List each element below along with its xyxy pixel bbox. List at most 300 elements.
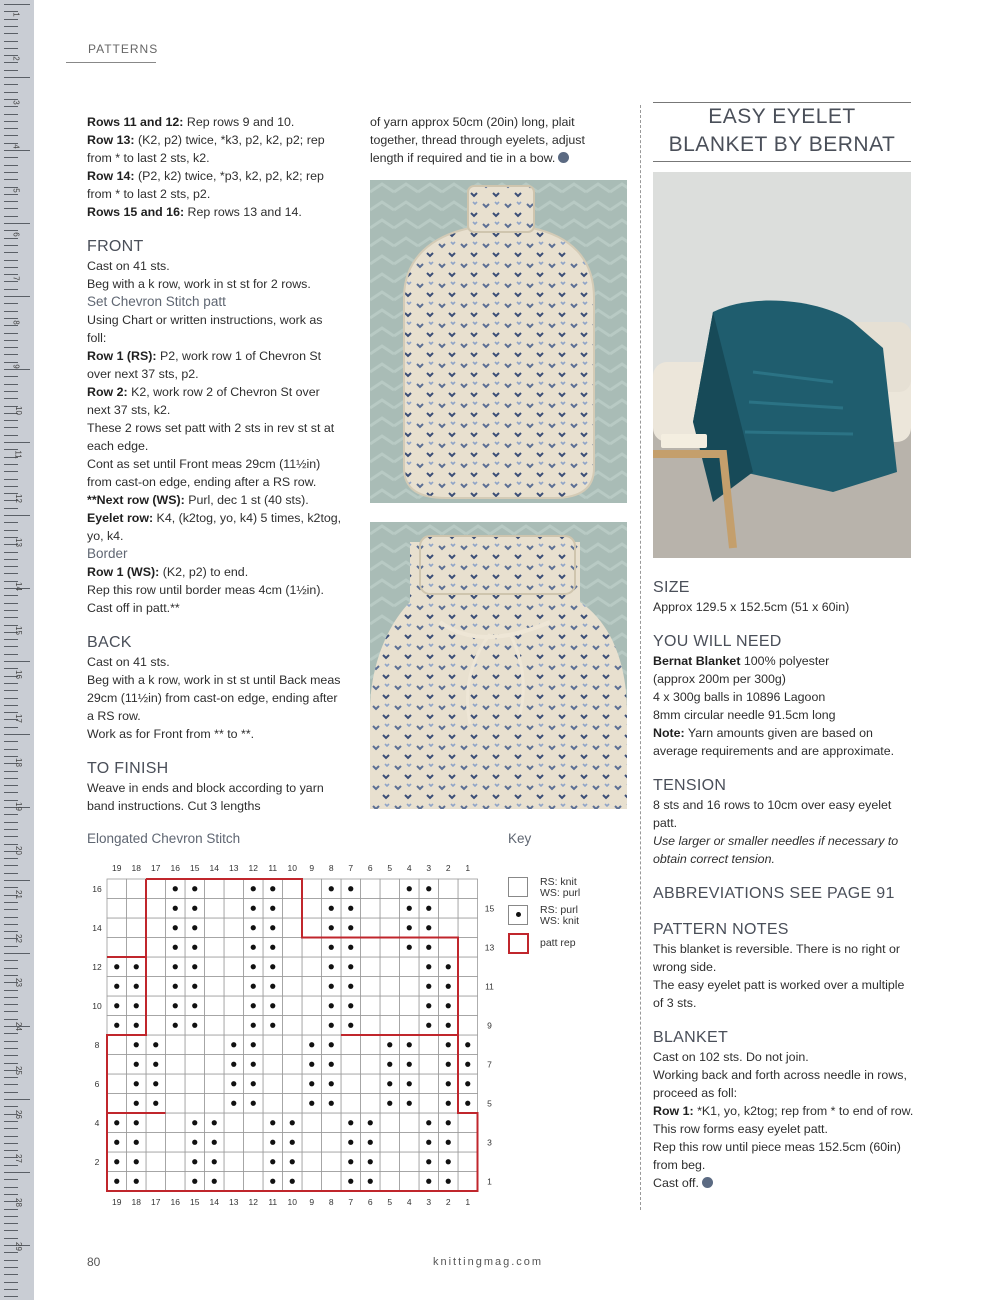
hot-water-bottle-photo <box>370 180 627 503</box>
ruler-tick <box>4 267 18 268</box>
ruler-label: 28 <box>13 1198 23 1207</box>
chart-cell <box>146 918 166 938</box>
ruler-tick <box>4 1055 18 1056</box>
ruler-tick <box>4 1099 30 1100</box>
chart-cell <box>107 1055 127 1075</box>
chart-cell <box>341 1094 361 1114</box>
ruler-tick <box>4 77 30 78</box>
chevron-chart <box>80 855 500 1215</box>
chart-col-label-top: 1 <box>465 863 471 873</box>
chart-row-label-right: 7 <box>487 1059 492 1070</box>
purl-stitch-dot <box>134 1081 139 1086</box>
chart-cell <box>380 879 400 899</box>
purl-stitch-dot <box>348 1120 353 1125</box>
chart-col-label-top: 7 <box>348 863 354 873</box>
ruler-tick <box>4 165 18 166</box>
need-2: (approx 200m per 300g) <box>653 672 786 686</box>
purl-stitch-dot <box>426 984 431 989</box>
chart-cell <box>302 1016 322 1036</box>
purl-stitch-dot <box>446 1003 451 1008</box>
purl-stitch-dot <box>270 1159 275 1164</box>
ruler-tick <box>4 698 18 699</box>
chart-cell <box>166 1113 186 1133</box>
ruler-label: 1 <box>11 12 21 17</box>
key-purl-swatch <box>508 905 528 925</box>
ruler-tick <box>4 749 18 750</box>
key-rep-swatch <box>508 933 529 954</box>
need-3: 4 x 300g balls in 10896 Lagoon <box>653 690 826 704</box>
purl-stitch-dot <box>231 1042 236 1047</box>
chart-cell <box>146 899 166 919</box>
chart-cell <box>166 1094 186 1114</box>
page-ruler <box>0 0 52 1300</box>
ruler-tick <box>4 325 18 326</box>
chart-cell <box>302 918 322 938</box>
chart-row-label-left: 16 <box>92 883 102 894</box>
ruler-tick <box>4 997 18 998</box>
purl-stitch-dot <box>270 1140 275 1145</box>
purl-stitch-dot <box>192 1159 197 1164</box>
purl-stitch-dot <box>114 1023 119 1028</box>
purl-stitch-dot <box>173 906 178 911</box>
purl-stitch-dot <box>114 1003 119 1008</box>
chart-cell <box>205 996 225 1016</box>
chart-cell <box>224 977 244 997</box>
purl-stitch-dot <box>348 964 353 969</box>
ruler-tick <box>4 1121 18 1122</box>
chart-cell <box>322 1152 342 1172</box>
ruler-tick <box>4 559 18 560</box>
ruler-tick <box>4 1267 18 1268</box>
ruler-tick <box>4 946 18 947</box>
purl-stitch-dot <box>446 1062 451 1067</box>
chart-cell <box>146 1133 166 1153</box>
purl-stitch-dot <box>173 945 178 950</box>
ruler-tick <box>4 654 18 655</box>
chart-cell <box>361 1035 381 1055</box>
ruler-tick <box>4 1041 18 1042</box>
purl-stitch-dot <box>407 1081 412 1086</box>
chart-cell <box>458 996 478 1016</box>
ruler-tick <box>4 1194 18 1195</box>
back-text-3: Work as for Front from ** to **. <box>87 727 255 741</box>
purl-stitch-dot <box>309 1101 314 1106</box>
purl-stitch-dot <box>134 984 139 989</box>
chart-cell <box>205 1055 225 1075</box>
tension-2: Use larger or smaller needles if necessary to obtain correct tension. <box>653 834 899 866</box>
chart-cell <box>127 899 147 919</box>
pattern-row-text: Rep rows 13 and 14. <box>184 205 302 219</box>
chart-cell <box>400 1152 420 1172</box>
ruler-tick <box>4 274 18 275</box>
ruler-label: 7 <box>11 276 21 281</box>
chart-cell <box>224 879 244 899</box>
purl-stitch-dot <box>134 1003 139 1008</box>
purl-stitch-dot <box>426 1140 431 1145</box>
purl-stitch-dot <box>134 1023 139 1028</box>
chart-col-label-top: 18 <box>131 863 141 873</box>
chart-cell <box>107 918 127 938</box>
purl-stitch-dot <box>270 906 275 911</box>
purl-stitch-dot <box>270 1120 275 1125</box>
purl-stitch-dot <box>153 1062 158 1067</box>
chart-cell <box>458 1113 478 1133</box>
ruler-tick <box>4 1179 18 1180</box>
chart-row-label-left: 4 <box>94 1117 100 1128</box>
border-row-1: Row 1 (WS): (K2, p2) to end. <box>87 565 249 579</box>
blanket-photo <box>653 172 911 558</box>
chart-cell <box>400 1133 420 1153</box>
ruler-tick <box>4 603 18 604</box>
chart-col-label-bottom: 9 <box>309 1197 315 1207</box>
purl-stitch-dot <box>290 1140 295 1145</box>
chart-cell <box>107 1074 127 1094</box>
pattern-row-text: (P2, k2) twice, *p3, k2, p2, k2; rep from * to last 2 sts, p2. <box>87 169 324 201</box>
chart-cell <box>380 957 400 977</box>
chart-cell <box>166 1133 186 1153</box>
purl-stitch-dot <box>465 1081 470 1086</box>
purl-stitch-dot <box>251 906 256 911</box>
chart-col-label-bottom: 2 <box>445 1197 451 1207</box>
purl-stitch-dot <box>192 1120 197 1125</box>
chart-cell <box>302 879 322 899</box>
ruler-label: 24 <box>13 1022 23 1031</box>
ruler-tick <box>4 1274 18 1275</box>
ruler-label: 10 <box>13 406 23 415</box>
chart-cell <box>302 1172 322 1192</box>
chart-cell <box>439 938 459 958</box>
border-text-2: Rep this row until border meas 4cm (1½in). Cast off in patt.** <box>87 583 324 615</box>
ruler-tick <box>4 1289 18 1290</box>
chart-cell <box>146 1172 166 1192</box>
ruler-label: 13 <box>13 538 23 547</box>
purl-stitch-dot <box>270 1023 275 1028</box>
chart-cell <box>341 1055 361 1075</box>
purl-stitch-dot <box>426 886 431 891</box>
chart-cell <box>302 938 322 958</box>
ruler-tick <box>4 1092 18 1093</box>
purl-stitch-dot <box>426 1003 431 1008</box>
chart-cell <box>205 899 225 919</box>
ruler-tick <box>4 369 30 370</box>
purl-stitch-dot <box>192 945 197 950</box>
chart-cell <box>439 918 459 938</box>
ruler-tick <box>4 1296 18 1297</box>
chart-cell <box>341 1035 361 1055</box>
chart-cell <box>205 879 225 899</box>
purl-stitch-dot <box>134 1101 139 1106</box>
chart-row-label-left: 8 <box>94 1039 100 1050</box>
purl-stitch-dot <box>173 1003 178 1008</box>
purl-stitch-dot <box>309 1062 314 1067</box>
chart-cell <box>107 879 127 899</box>
chart-col-label-top: 6 <box>367 863 373 873</box>
chart-cell <box>205 957 225 977</box>
purl-stitch-dot <box>192 984 197 989</box>
chart-col-label-bottom: 18 <box>131 1197 141 1207</box>
ruler-tick <box>4 33 18 34</box>
need-4: 8mm circular needle 91.5cm long <box>653 708 836 722</box>
chart-row-label-right: 5 <box>487 1098 492 1109</box>
purl-stitch-dot <box>407 1101 412 1106</box>
purl-stitch-dot <box>465 1101 470 1106</box>
chart-cell <box>185 1055 205 1075</box>
purl-stitch-dot <box>212 1140 217 1145</box>
need-heading: YOU WILL NEED <box>653 633 782 650</box>
purl-stitch-dot <box>407 886 412 891</box>
ruler-tick <box>4 128 18 129</box>
chart-col-label-top: 13 <box>229 863 239 873</box>
chart-col-label-bottom: 15 <box>190 1197 200 1207</box>
ruler-tick <box>4 975 18 976</box>
ruler-strip <box>34 0 52 1300</box>
chart-cell <box>302 1113 322 1133</box>
chart-cell <box>439 899 459 919</box>
chart-cell <box>263 1094 283 1114</box>
rows-block <box>87 113 345 221</box>
purl-stitch-dot <box>329 1023 334 1028</box>
chart-cell <box>166 1055 186 1075</box>
purl-stitch-dot <box>426 964 431 969</box>
back-text-2: Beg with a k row, work in st st until Back meas 29cm (11½in) from cast-on edge, ending after a RS row. <box>87 673 341 723</box>
chart-cell <box>224 899 244 919</box>
chart-cell <box>283 938 303 958</box>
ruler-tick <box>4 347 18 348</box>
pattern-row-text: (K2, p2) twice, *k3, p2, k2, p2; rep from * to last 2 sts, k2. <box>87 133 325 165</box>
chart-cell <box>146 977 166 997</box>
ruler-label: 27 <box>13 1154 23 1163</box>
purl-stitch-dot <box>348 906 353 911</box>
ruler-label: 9 <box>11 364 21 369</box>
purl-stitch-dot <box>114 1120 119 1125</box>
ruler-tick <box>4 238 18 239</box>
ruler-tick <box>4 785 18 786</box>
chart-cell <box>283 977 303 997</box>
chart-cell <box>302 899 322 919</box>
chart-cell <box>400 1113 420 1133</box>
section-rule <box>66 62 156 63</box>
purl-stitch-dot <box>348 1159 353 1164</box>
purl-stitch-dot <box>173 1023 178 1028</box>
ruler-tick <box>4 1143 18 1144</box>
chart-col-label-top: 14 <box>209 863 219 873</box>
ruler-tick <box>4 792 18 793</box>
ruler-tick <box>4 1238 18 1239</box>
title-line-2: BLANKET BY BERNAT <box>668 133 896 156</box>
chart-cell <box>146 879 166 899</box>
chart-cell <box>361 1094 381 1114</box>
chart-col-label-top: 12 <box>248 863 258 873</box>
chart-cell <box>302 1133 322 1153</box>
ruler-label: 4 <box>11 144 21 149</box>
chart-row-label-right: 3 <box>487 1137 492 1148</box>
ruler-tick <box>4 4 30 5</box>
ruler-label: 5 <box>11 188 21 193</box>
ruler-label: 11 <box>13 450 23 459</box>
ruler-tick <box>4 92 18 93</box>
chart-cell <box>322 1172 342 1192</box>
ruler-tick <box>4 26 18 27</box>
key-knit-swatch <box>508 877 528 897</box>
purl-stitch-dot <box>387 1101 392 1106</box>
purl-stitch-dot <box>270 1003 275 1008</box>
chart-col-label-bottom: 10 <box>287 1197 297 1207</box>
chart-cell <box>127 938 147 958</box>
ruler-tick <box>4 727 18 728</box>
ruler-tick <box>4 873 18 874</box>
ruler-tick <box>4 865 18 866</box>
ruler-tick <box>4 508 18 509</box>
ruler-tick <box>4 902 18 903</box>
ruler-label: 20 <box>13 846 23 855</box>
chart-cell <box>400 957 420 977</box>
ruler-tick <box>4 1252 18 1253</box>
ruler-tick <box>4 858 18 859</box>
purl-stitch-dot <box>407 1042 412 1047</box>
chart-col-label-bottom: 7 <box>348 1197 354 1207</box>
ruler-tick <box>4 690 18 691</box>
chart-cell <box>205 1016 225 1036</box>
chart-col-label-bottom: 17 <box>151 1197 161 1207</box>
chart-cell <box>361 938 381 958</box>
purl-stitch-dot <box>407 945 412 950</box>
chart-cell <box>458 1133 478 1153</box>
yarn-ball-icon <box>702 1177 713 1188</box>
front-eyelet-row: Eyelet row: K4, (k2tog, yo, k4) 5 times, k2tog, yo, k4. <box>87 511 342 543</box>
chart-cell <box>322 1113 342 1133</box>
purl-stitch-dot <box>329 1042 334 1047</box>
ruler-tick <box>4 931 18 932</box>
purl-stitch-dot <box>231 1062 236 1067</box>
purl-stitch-dot <box>426 1023 431 1028</box>
purl-stitch-dot <box>192 964 197 969</box>
chart-cell <box>458 977 478 997</box>
site-name: knittingmag.com <box>433 1256 544 1268</box>
ruler-tick <box>4 530 18 531</box>
chart-cell <box>400 1172 420 1192</box>
purl-stitch-dot <box>251 945 256 950</box>
purl-stitch-dot <box>426 925 431 930</box>
blanket-row-1: Row 1: *K1, yo, k2tog; rep from * to end of row. <box>653 1104 914 1118</box>
ruler-tick <box>4 435 18 436</box>
purl-stitch-dot <box>329 925 334 930</box>
purl-stitch-dot <box>348 1003 353 1008</box>
purl-stitch-dot <box>134 1042 139 1047</box>
ruler-tick <box>4 1209 18 1210</box>
notes-2: The easy eyelet patt is worked over a multiple of 3 sts. <box>653 978 905 1010</box>
ruler-tick <box>4 19 18 20</box>
purl-stitch-dot <box>387 1042 392 1047</box>
chart-cell <box>224 1172 244 1192</box>
ruler-tick <box>4 909 18 910</box>
chart-cell <box>283 1055 303 1075</box>
purl-stitch-dot <box>192 1023 197 1028</box>
ruler-tick <box>4 391 18 392</box>
ruler-label: 3 <box>11 100 21 105</box>
front-text-1: Cast on 41 sts. <box>87 259 170 273</box>
column-blanket <box>653 578 918 1192</box>
ruler-tick <box>4 260 18 261</box>
purl-stitch-dot <box>114 1179 119 1184</box>
chart-col-label-bottom: 6 <box>367 1197 373 1207</box>
purl-stitch-dot <box>290 1120 295 1125</box>
chart-row-label-right: 11 <box>485 981 494 992</box>
ruler-tick <box>4 223 30 224</box>
chart-col-label-bottom: 11 <box>268 1197 278 1207</box>
ruler-tick <box>4 179 18 180</box>
tension-1: 8 sts and 16 rows to 10cm over easy eyelet patt. <box>653 798 892 830</box>
purl-stitch-dot <box>270 925 275 930</box>
chart-row-label-right: 13 <box>484 942 495 953</box>
purl-stitch-dot <box>446 1023 451 1028</box>
ruler-label: 15 <box>13 626 23 635</box>
purl-stitch-dot <box>251 886 256 891</box>
ruler-tick <box>4 639 18 640</box>
ruler-tick <box>4 135 18 136</box>
chart-cell <box>205 977 225 997</box>
ruler-label: 16 <box>13 670 23 679</box>
ruler-tick <box>4 398 18 399</box>
chart-row-label-left: 12 <box>92 961 102 972</box>
chart-col-label-bottom: 4 <box>406 1197 412 1207</box>
ruler-tick <box>4 566 18 567</box>
pattern-notes-heading: PATTERN NOTES <box>653 921 789 938</box>
purl-stitch-dot <box>251 964 256 969</box>
ruler-tick <box>4 442 30 443</box>
ruler-tick <box>4 1282 18 1283</box>
ruler-label: 29 <box>13 1242 23 1251</box>
chart-col-label-top: 19 <box>112 863 122 873</box>
purl-stitch-dot <box>114 1159 119 1164</box>
ruler-tick <box>4 41 18 42</box>
purl-stitch-dot <box>251 1003 256 1008</box>
purl-stitch-dot <box>290 1179 295 1184</box>
purl-stitch-dot <box>426 1120 431 1125</box>
purl-stitch-dot <box>270 945 275 950</box>
chart-cell <box>361 957 381 977</box>
ruler-tick <box>4 756 18 757</box>
purl-stitch-dot <box>251 1081 256 1086</box>
chart-cell <box>458 957 478 977</box>
chart-cell <box>185 1074 205 1094</box>
column-finish-continued <box>370 113 620 167</box>
purl-stitch-dot <box>153 1101 158 1106</box>
chart-col-label-top: 17 <box>151 863 161 873</box>
chart-cell <box>244 1152 264 1172</box>
ruler-tick <box>4 1019 18 1020</box>
ruler-label: 18 <box>13 758 23 767</box>
chart-cell <box>439 879 459 899</box>
chart-cell <box>419 1035 439 1055</box>
ruler-tick <box>4 464 18 465</box>
chart-cell <box>146 996 166 1016</box>
purl-stitch-dot <box>114 1140 119 1145</box>
chart-cell <box>185 1035 205 1055</box>
purl-stitch-dot <box>407 925 412 930</box>
ruler-tick <box>4 515 30 516</box>
front-text-4: These 2 rows set patt with 2 sts in rev st st at each edge. <box>87 421 335 453</box>
ruler-tick <box>4 318 18 319</box>
ruler-tick <box>4 917 18 918</box>
chart-col-label-bottom: 3 <box>426 1197 432 1207</box>
purl-stitch-dot <box>173 964 178 969</box>
ruler-tick <box>4 661 30 662</box>
chart-cell <box>127 879 147 899</box>
chart-cell <box>283 996 303 1016</box>
purl-stitch-dot <box>348 1179 353 1184</box>
chart-cell <box>224 1133 244 1153</box>
chart-col-label-bottom: 8 <box>328 1197 334 1207</box>
